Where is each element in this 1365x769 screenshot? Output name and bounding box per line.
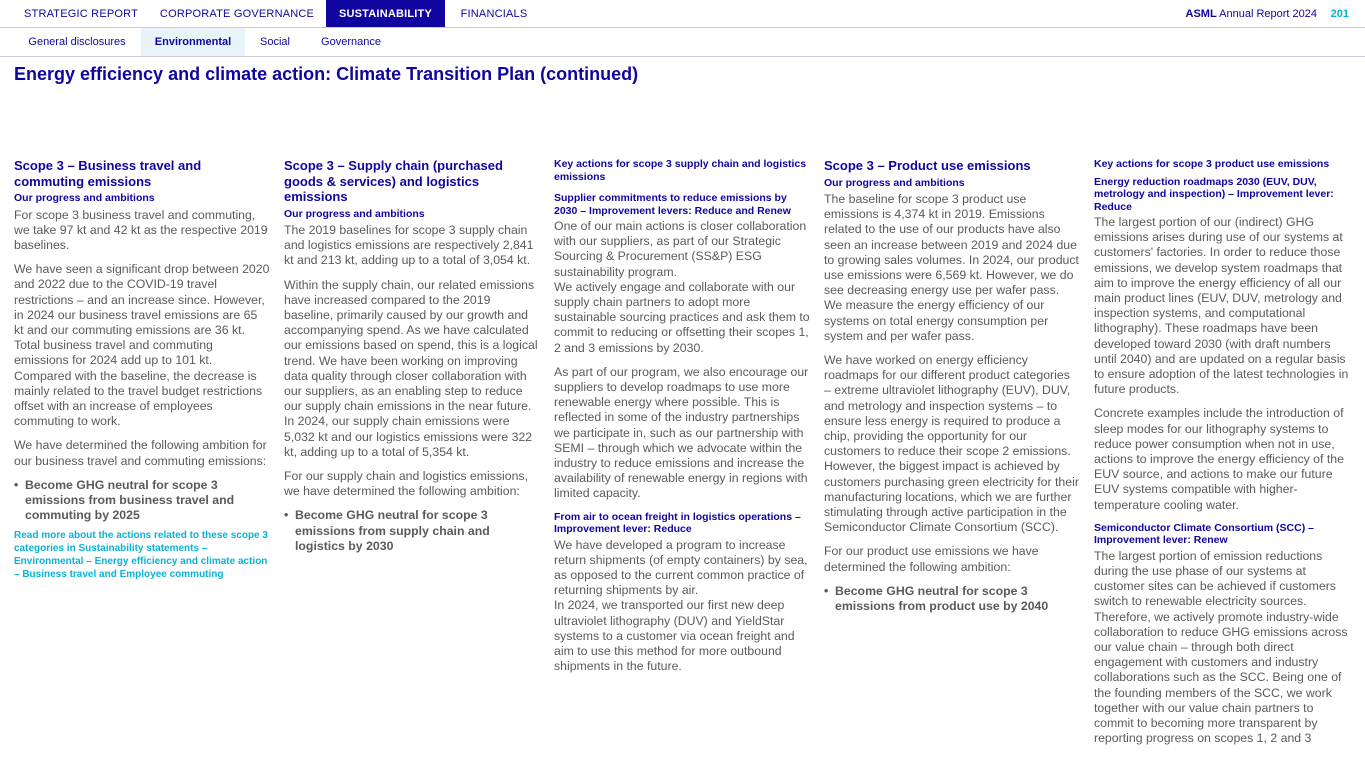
paragraph: As part of our program, we also encourage our suppliers to develop roadmaps to use more renewable energy where possible. This is reflected in some of the industry partnerships we participate in, such as our partnership with SEMI – through which we advocate within the industry to reduce emissions and increase the availability of renewable energy in regions with limited capacity.: [554, 364, 809, 501]
subsection-heading: Supplier commitments to reduce emissions by 2030 – Improvement levers: Reduce and Renew: [554, 192, 791, 217]
subsection-heading: Semiconductor Climate Consortium (SCC) – Improvement lever: Renew: [1094, 521, 1314, 547]
paragraph: The largest portion of emission reductions during the use phase of our systems at customer sites can be achieved if customers switch to renewable electricity sources. Therefore, we actively promote industry-wide collaboration to reduce GHG emissions across our value chain – through both direct engagement with customers and industry collaborations such as the SCC. Being one of the founding members of the SCC, we work together with our value chain partners to commit to becoming more transparent by reporting progress on scopes 1, 2 and 3: [1094, 548, 1348, 746]
brand-name: ASML: [1185, 8, 1217, 20]
page-number: 201: [1330, 8, 1349, 20]
ambition-bullet: • Become GHG neutral for scope 3 emissions from supply chain and logistics by 2030: [284, 508, 540, 554]
section-heading: Key actions for scope 3 supply chain and logistics emissions: [554, 158, 807, 183]
page-title: Energy efficiency and climate action: Climate Transition Plan (continued): [14, 64, 639, 84]
ambition-bullet: • Become GHG neutral for scope 3 emissions from business travel and commuting by 2025: [14, 478, 270, 524]
report-label: [1186, 0, 1317, 28]
column-supply-chain: [284, 158, 540, 561]
subtab-governance[interactable]: Governance: [321, 36, 381, 48]
subtab-social[interactable]: Social: [260, 36, 290, 48]
section-heading: Scope 3 – Product use emissions: [824, 158, 1031, 173]
column-supply-chain-actions: [554, 158, 810, 683]
subtab-general-disclosures[interactable]: General disclosures: [28, 36, 126, 48]
paragraph: The 2019 baselines for scope 3 supply chain and logistics emissions are respectively 2,841 kt and 213 kt, adding up to a total of 3,054 kt.: [284, 223, 534, 268]
section-subheading: Our progress and ambitions: [824, 176, 965, 189]
subtab-environmental[interactable]: Environmental: [141, 28, 245, 56]
tab-strategic-report[interactable]: STRATEGIC REPORT: [23, 8, 139, 20]
section-heading: Scope 3 – Business travel and commuting emissions: [14, 158, 202, 189]
section-heading: Scope 3 – Supply chain (purchased goods & services) and logistics emissions: [284, 158, 503, 204]
paragraph: For scope 3 business travel and commuting, we take 97 kt and 42 kt as the respective 2019 baselines.: [14, 207, 268, 252]
section-heading: Key actions for scope 3 product use emissions: [1094, 158, 1330, 170]
paragraph: Within the supply chain, our related emissions have increased compared to the 2019 baseline, primarily caused by our growth and accompanying spend. As we have calculated our emissions based on spend, this is a logical trend. We have been working on improving data quality through closer collaboration with our suppliers, as an enabling step to reduce our supply chain emissions in the near future. In 2024, our supply chain emissions were 5,032 kt and our logistics emissions were 322 kt, adding up to a total of 5,354 kt.: [284, 277, 538, 459]
paragraph: The largest portion of our (indirect) GHG emissions arises during use of our systems at customers' factories. In order to reduce those emissions, we develop system roadmaps that aim to improve the energy efficiency of all our main product lines (EUV, DUV, metrology and inspection systems, and computational lithography). These roadmaps have been developed toward 2030 (with draft numbers until 2040) and are updated on a regular basis to ensure adoption of the latest technologies in future products.: [1094, 215, 1349, 397]
report-title: Annual Report 2024: [1219, 8, 1317, 20]
tab-sustainability[interactable]: SUSTAINABILITY: [326, 0, 445, 27]
paragraph: One of our main actions is closer collaboration with our suppliers, as part of our Strategic Sourcing & Procurement (SS&P) ESG sustainability program.: [554, 219, 807, 279]
paragraph: The baseline for scope 3 product use emissions is 4,374 kt in 2019. Emissions related to the use of our products have also seen an increase between 2019 and 2024 due to growing sales volumes. In 2024, our product use emissions were 6,569 kt. However, we do see decreasing energy use per wafer pass. We measure the energy efficiency of our systems on total energy consumption per system and per wafer pass.: [824, 192, 1079, 343]
top-navigation: [0, 0, 1365, 28]
column-product-use: [824, 158, 1080, 621]
section-subheading: Our progress and ambitions: [284, 207, 425, 220]
paragraph: We have developed a program to increase return shipments (of empty containers) by sea, as opposed to the current common practice of returning shipments by air.: [554, 537, 808, 598]
subsection-heading: Energy reduction roadmaps 2030 (EUV, DUV, metrology and inspection) – Improvement lever: Reduce: [1094, 175, 1334, 213]
paragraph: Concrete examples include the introduction of sleep modes for our lithography systems to reduce power consumption when not in use, actions to improve the energy efficiency of the EUV source, and actions to make our future EUV systems compatible with higher-temperature cooling water.: [1094, 406, 1344, 512]
subsection-heading: From air to ocean freight in logistics operations – Improvement lever: Reduce: [554, 510, 801, 536]
paragraph: For our product use emissions we have determined the following ambition:: [824, 544, 1039, 574]
column-business-travel: [14, 158, 270, 582]
paragraph: We have seen a significant drop between 2020 and 2022 due to the COVID-19 travel restrictions – and an increase since. However, in 2024 our business travel emissions are 65 kt and our commuting emissions are 36 kt. Total business travel and commuting emissions for 2024 add up to 101 kt. Compared with the baseline, the decrease is mainly related to the travel budget restrictions offset with an increase of employees commuting to work.: [14, 262, 270, 429]
tab-corporate-governance[interactable]: CORPORATE GOVERNANCE: [159, 8, 315, 20]
ambition-bullet: • Become GHG neutral for scope 3 emissions from product use by 2040: [824, 584, 1080, 614]
paragraph: For our supply chain and logistics emissions, we have determined the following ambition:: [284, 469, 528, 499]
section-subheading: Our progress and ambitions: [14, 192, 155, 204]
paragraph: We have worked on energy efficiency roadmaps for our different product categories – extreme ultraviolet lithography (EUV), DUV, and metrology and inspection systems – to ensure less energy is required to produce a chip, providing the opportunity for our customers to reduce their scope 2 emissions. However, the biggest impact is achieved by customers purchasing green electricity for their manufacturing locations, which we are further stimulating through active participation in the Semiconductor Climate Consortium (SCC).: [824, 353, 1079, 535]
paragraph: We actively engage and collaborate with our supply chain partners to adopt more sustainable sourcing practices and ask them to commit to reducing or offsetting their scopes 1, 2 and 3 emissions by 2030.: [554, 279, 810, 355]
read-more-link[interactable]: Read more about the actions related to these scope 3 categories in Sustainability statements – Environmental – Energy efficiency and climate action – Business travel and Employee commuting: [14, 530, 268, 580]
sub-navigation: [0, 28, 1365, 57]
paragraph: We have determined the following ambition for our business travel and commuting emissions:: [14, 438, 267, 468]
paragraph: In 2024, we transported our first new deep ultraviolet lithography (DUV) and YieldStar systems to a customer via ocean freight and aim to use this method for more outbound shipments in the future.: [554, 598, 795, 674]
tab-financials[interactable]: FINANCIALS: [460, 8, 528, 20]
column-product-use-actions: [1094, 158, 1350, 756]
